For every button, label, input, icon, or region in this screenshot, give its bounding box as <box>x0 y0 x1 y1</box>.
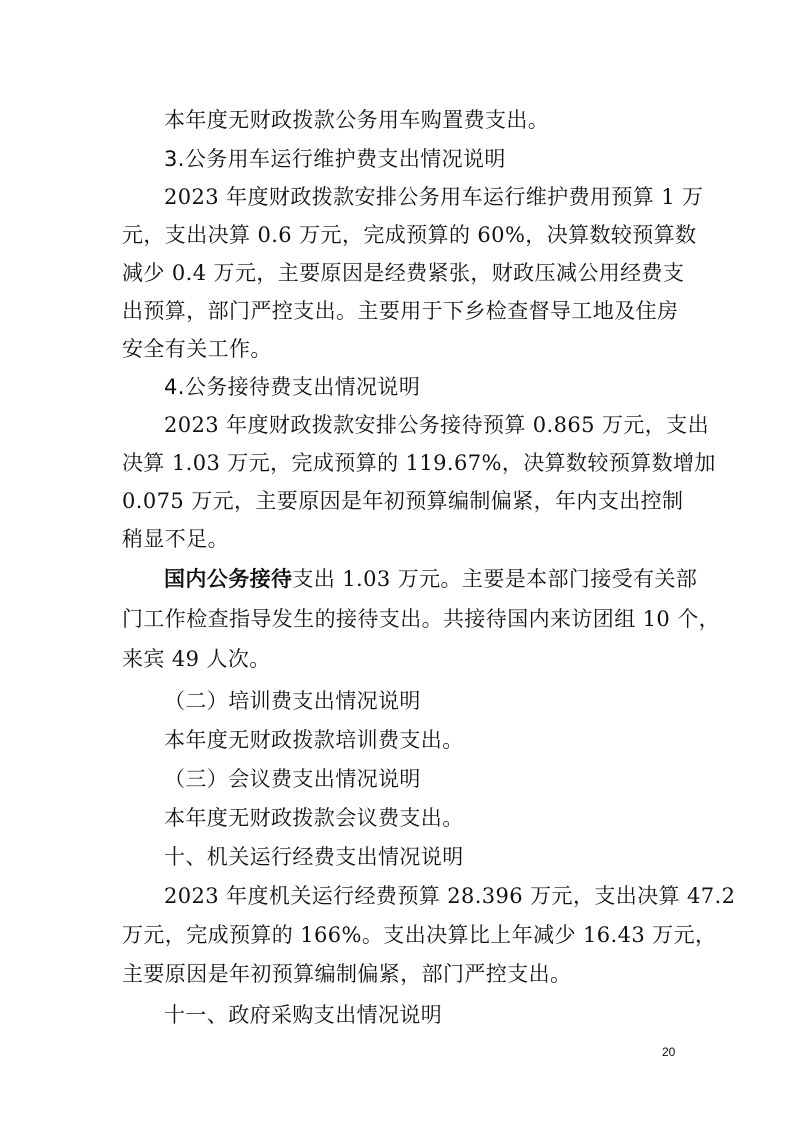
subsection-heading: 4.公务接待费支出情况说明 <box>164 375 421 399</box>
text-line: 门工作检查指导发生的接待支出。共接待国内来访团组 10 个， <box>122 607 721 631</box>
text-line: 元，支出决算 0.6 万元，完成预算的 60%，决算数较预算数 <box>122 223 697 247</box>
text-line: 稍显不足。 <box>122 527 229 551</box>
bold-lead-term: 国内公务接待 <box>164 567 293 591</box>
text-line: 2023 年度财政拨款安排公务用车运行维护费用预算 1 万 <box>164 185 704 209</box>
text-line: 本年度无财政拨款公务用车购置费支出。 <box>164 108 550 132</box>
subsection-heading: （三）会议费支出情况说明 <box>164 767 421 791</box>
text-line: 出预算，部门严控支出。主要用于下乡检查督导工地及住房 <box>122 299 679 323</box>
text-line: 本年度无财政拨款会议费支出。 <box>164 806 464 830</box>
text-line: 主要原因是年初预算编制偏紧，部门严控支出。 <box>122 962 572 986</box>
section-heading: 十一、政府采购支出情况说明 <box>164 1003 443 1027</box>
text-run: 支出 1.03 万元。主要是本部门接受有关部 <box>292 567 698 591</box>
text-line: 减少 0.4 万元，主要原因是经费紧张，财政压减公用经费支 <box>122 261 685 285</box>
subsection-heading: 3.公务用车运行维护费支出情况说明 <box>164 147 506 171</box>
text-line: 万元，完成预算的 166%。支出决算比上年减少 16.43 万元， <box>122 923 717 947</box>
text-line: 本年度无财政拨款培训费支出。 <box>164 728 464 752</box>
text-line: 决算 1.03 万元，完成预算的 119.67%，决算数较预算数增加 <box>122 451 716 475</box>
section-heading: 十、机关运行经费支出情况说明 <box>164 845 464 869</box>
text-line: 0.075 万元，主要原因是年初预算编制偏紧，年内支出控制 <box>122 489 684 513</box>
text-line: 安全有关工作。 <box>122 337 272 361</box>
text-line: 2023 年度财政拨款安排公务接待预算 0.865 万元，支出 <box>164 413 709 437</box>
page-number: 20 <box>662 1045 676 1059</box>
text-line <box>164 566 697 592</box>
text-line: 2023 年度机关运行经费预算 28.396 万元，支出决算 47.2 <box>164 884 736 908</box>
text-line: 来宾 49 人次。 <box>122 647 271 671</box>
subsection-heading: （二）培训费支出情况说明 <box>164 689 421 713</box>
